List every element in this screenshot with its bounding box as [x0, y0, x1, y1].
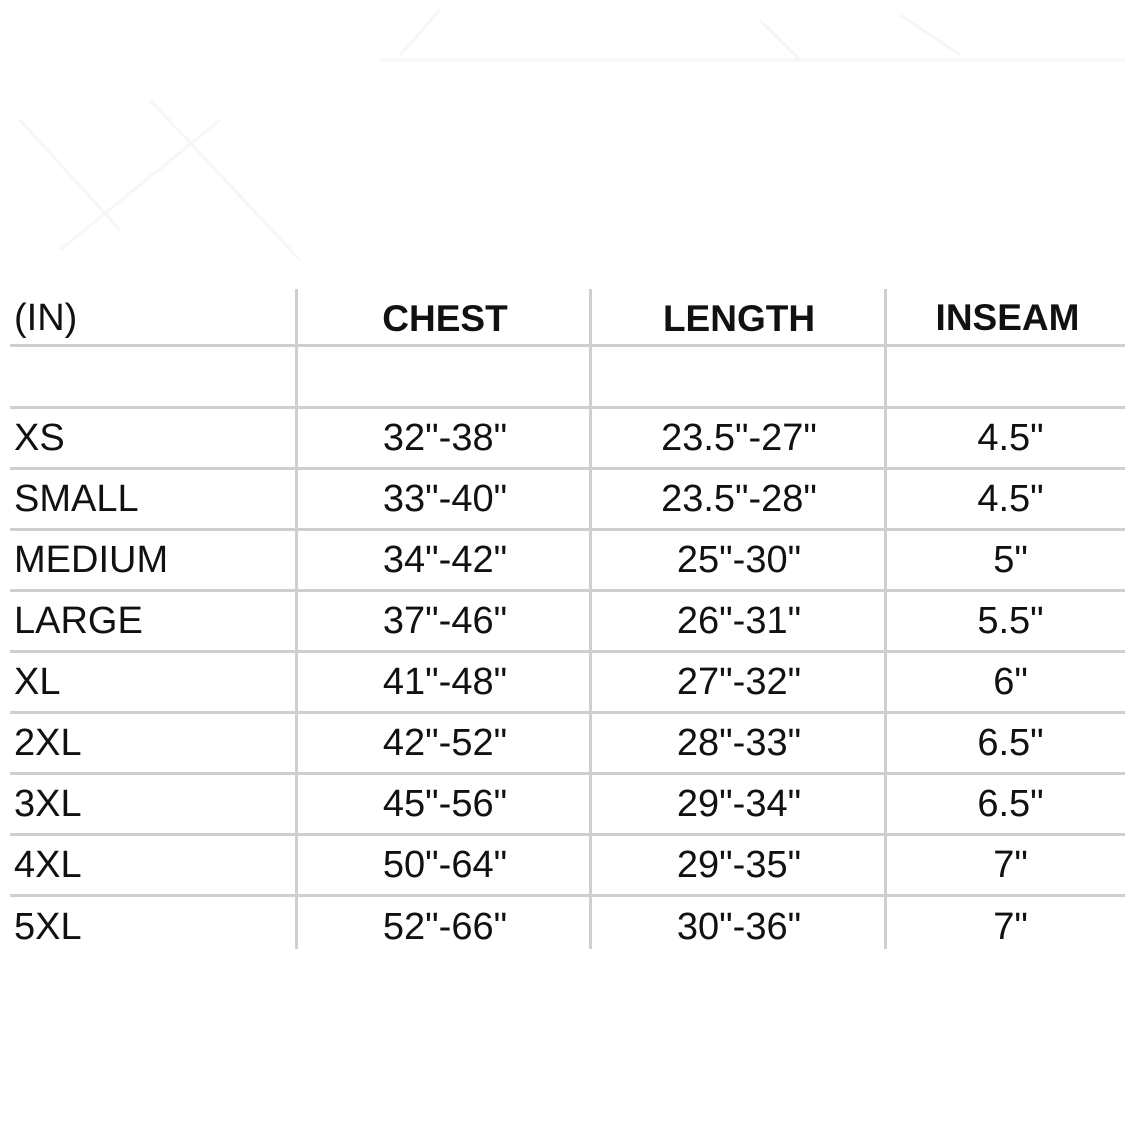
table-row — [10, 836, 1125, 897]
table-spacer-row — [10, 347, 1125, 409]
length-value: 27"-32" — [676, 660, 802, 703]
chest-value: 41"-48" — [382, 660, 508, 703]
length-value: 29"-35" — [676, 843, 802, 886]
chest-value: 45"-56" — [382, 782, 508, 825]
size-label: XS — [14, 416, 65, 459]
column-divider — [884, 289, 887, 949]
chest-value: 34"-42" — [382, 538, 508, 581]
chest-value: 37"-46" — [382, 599, 508, 642]
chest-value: 42"-52" — [382, 721, 508, 764]
column-header-inseam: INSEAM — [935, 296, 1080, 338]
inseam-value: 6.5" — [977, 782, 1044, 825]
length-value: 28"-33" — [676, 721, 802, 764]
column-divider — [295, 289, 298, 949]
size-label: 2XL — [14, 721, 82, 764]
size-label: XL — [14, 660, 61, 703]
inseam-value: 4.5" — [977, 416, 1044, 459]
length-value: 26"-31" — [676, 599, 802, 642]
length-value: 25"-30" — [676, 538, 802, 581]
size-chart-table — [10, 289, 1125, 949]
size-label: SMALL — [14, 477, 139, 520]
inseam-value: 7" — [993, 906, 1028, 948]
inseam-value: 5" — [993, 538, 1028, 581]
column-divider — [589, 289, 592, 949]
chest-value: 33"-40" — [382, 477, 508, 520]
column-header-chest: CHEST — [382, 297, 508, 339]
table-row — [10, 775, 1125, 836]
chest-value: 52"-66" — [382, 906, 508, 948]
table-row — [10, 653, 1125, 714]
length-value: 23.5"-27" — [661, 416, 817, 459]
length-value: 23.5"-28" — [661, 477, 817, 520]
chest-value: 50"-64" — [382, 843, 508, 886]
length-value: 30"-36" — [676, 906, 802, 948]
chest-value: 32"-38" — [382, 416, 508, 459]
column-header-length: LENGTH — [662, 297, 816, 339]
table-row — [10, 592, 1125, 653]
inseam-value: 5.5" — [977, 599, 1044, 642]
faint-background-artifact — [0, 0, 1125, 300]
size-label: 5XL — [14, 906, 82, 948]
table-row — [10, 470, 1125, 531]
length-value: 29"-34" — [676, 782, 802, 825]
table-row — [10, 409, 1125, 470]
size-label: LARGE — [14, 599, 143, 642]
table-header-row — [10, 289, 1125, 347]
size-label: 4XL — [14, 843, 82, 886]
inseam-value: 6.5" — [977, 721, 1044, 764]
size-label: 3XL — [14, 782, 82, 825]
table-row — [10, 897, 1125, 958]
unit-label: (IN) — [14, 297, 78, 339]
table-row — [10, 531, 1125, 592]
table-row — [10, 714, 1125, 775]
inseam-value: 4.5" — [977, 477, 1044, 520]
size-label: MEDIUM — [14, 538, 169, 581]
inseam-value: 7" — [993, 843, 1028, 886]
inseam-value: 6" — [993, 660, 1028, 703]
